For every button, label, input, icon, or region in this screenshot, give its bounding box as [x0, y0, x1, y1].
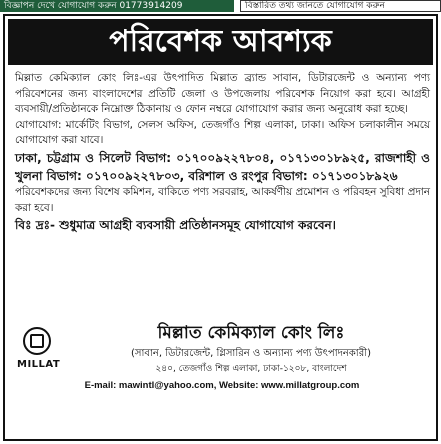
- header-right-text: বিস্তারিত তথ্য জানতে যোগাযোগ করুন: [240, 0, 441, 12]
- banner-title: পরিবেশক আবশ্যক: [8, 19, 433, 65]
- body-paragraph-2: যোগাযোগ: মার্কেটিং বিভাগ, সেলস অফিস, তেজগাঁও শিল্প এলাকা, ঢাকা। অফিস চলাকালীন সময়ে যোগাযোগ করা যাবে।: [15, 118, 430, 147]
- ad-frame: [3, 14, 438, 441]
- body-paragraph-4: পরিবেশকদের জন্য বিশেষ কমিশন, বাকিতে পণ্য সরবরাহ, আকর্ষণীয় প্রমোশন ও পরিবহন সুবিধা প্রদান করা হবে।: [15, 185, 430, 214]
- top-strip: [0, 0, 441, 12]
- company-contact: E-mail: mawintl@yahoo.com, Website: www.millatgroup.com: [84, 380, 360, 391]
- company-subtitle: (সাবান, ডিটারজেন্ট, গ্লিসারিন ও অন্যান্য পণ্য উৎপাদনকারী): [131, 348, 371, 359]
- logo-text: MILLAT: [17, 359, 61, 370]
- body-paragraph-1: মিল্লাত কেমিক্যাল কোং লিঃ-এর উৎপাদিত মিল্লাত ব্র্যান্ড সাবান, ডিটারজেন্ট ও অন্যান্য পণ্য পরিবেশনের জন্য বাংলাদেশের প্রতিটি জেলা ও উপজেলায় পরিবেশক নিয়োগ করা হবে। আগ্রহী ব্যবসায়ী/প্রতিষ্ঠানকে নিম্নোক্ত ঠিকানায় ও ফোন নম্বরে যোগাযোগ করার জন্য অনুরোধ করা হচ্ছে।: [15, 72, 430, 116]
- logo-mark-icon: [23, 327, 51, 355]
- body-paragraph-5: বিঃ দ্রঃ- শুধুমাত্র আগ্রহী ব্যবসায়ী প্রতিষ্ঠানসমূহ যোগাযোগ করবেন।: [15, 218, 336, 233]
- company-footer: [11, 321, 433, 437]
- company-name: মিল্লাত কেমিক্যাল কোং লিঃ: [157, 323, 345, 343]
- ad-body: [15, 71, 430, 234]
- header-left-text: বিজ্ঞাপন দেখে যোগাযোগ করুন 01773914209: [0, 0, 234, 12]
- body-paragraph-3: ঢাকা, চট্টগ্রাম ও সিলেট বিভাগ: ০১৭০০৯২২৭৮০৪, ০১৭১৩০১৮৯২৫, রাজশাহী ও খুলনা বিভাগ: ০১৭০০৯২২৭৮০৩, বরিশাল ও রংপুর বিভাগ: ০১৭১৩০১৮৯২৬: [15, 150, 430, 183]
- company-address: ২৪০, তেজগাঁও শিল্প এলাকা, ঢাকা-১২০৮, বাংলাদেশ: [155, 364, 347, 374]
- company-logo: [17, 325, 61, 385]
